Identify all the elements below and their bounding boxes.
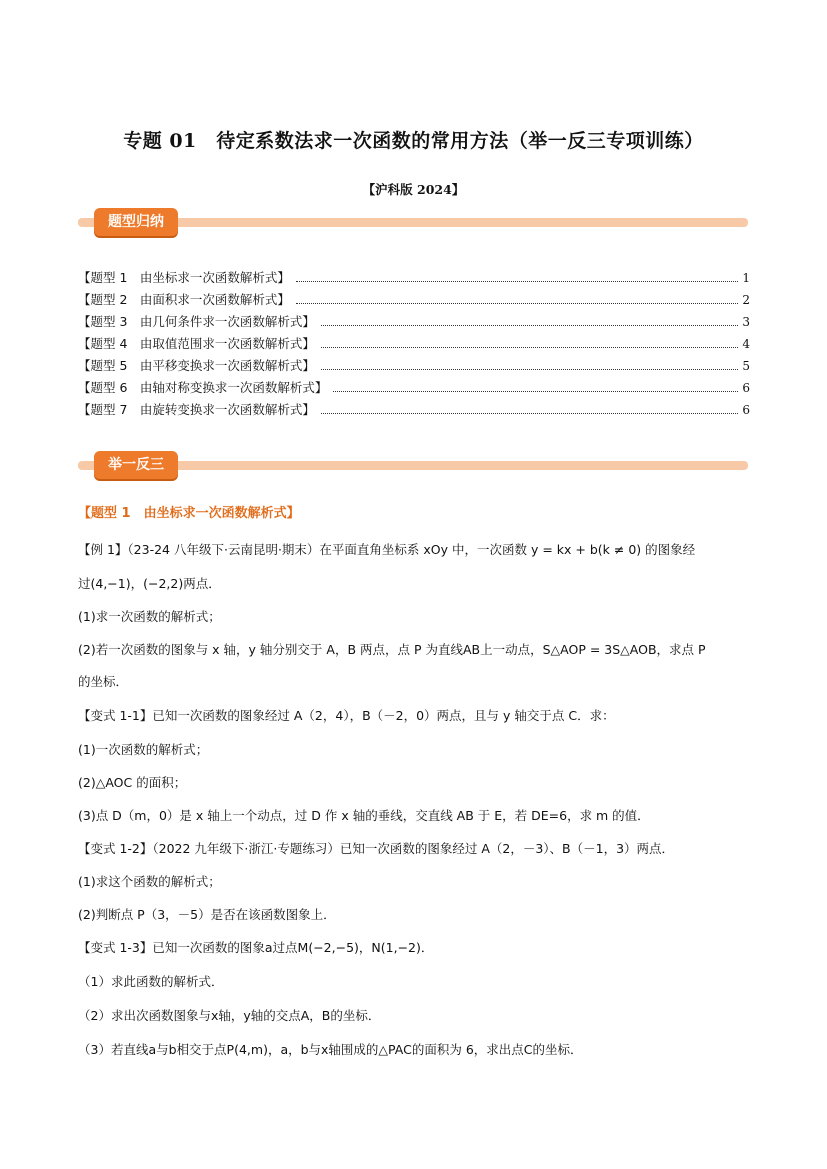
variant-1-3-part-1: （1）求此函数的解析式． xyxy=(78,974,224,989)
toc-item[interactable]: 【题型 4 由取值范围求一次函数解析式】 4 xyxy=(78,336,750,351)
example-1-text: 【例 1】（23-24 八年级下·云南昆明·期末）在平面直角坐标系 xOy 中，一次函数 y = kx + b(k ≠ 0) 的图象经 xyxy=(78,542,696,557)
question-type-heading: 【题型 1 由坐标求一次函数解析式】 xyxy=(78,506,300,521)
toc-item[interactable]: 【题型 6 由轴对称变换求一次函数解析式】 6 xyxy=(78,380,750,395)
variant-1-2-part-2: (2)判断点 P（3，－5）是否在该函数图象上． xyxy=(78,907,336,922)
toc-item[interactable]: 【题型 1 由坐标求一次函数解析式】 1 xyxy=(78,270,750,285)
variant-1-1-part-2: (2)△AOC 的面积； xyxy=(78,775,187,790)
toc-item[interactable]: 【题型 5 由平移变换求一次函数解析式】 5 xyxy=(78,358,750,373)
variant-1-3-text: 【变式 1-3】已知一次函数的图象a过点M(−2,−5)，N(1,−2)． xyxy=(78,940,434,955)
example-1-part-2: (2)若一次函数的图象与 x 轴，y 轴分别交于 A，B 两点，点 P 为直线AB上一动点，S△AOP = 3S△AOB，求点 P xyxy=(78,642,706,657)
variant-1-2-part-1: (1)求这个函数的解析式； xyxy=(78,874,221,889)
toc-item[interactable]: 【题型 2 由面积求一次函数解析式】 2 xyxy=(78,292,750,307)
example-1-text-cont: 过(4,−1)，(−2,2)两点． xyxy=(78,576,221,591)
section-bar-2 xyxy=(78,461,748,470)
edition-label: 【沪科版 2024】 xyxy=(362,182,465,197)
example-1-part-1: (1)求一次函数的解析式； xyxy=(78,609,221,624)
variant-1-1-part-3: (3)点 D（m，0）是 x 轴上一个动点，过 D 作 x 轴的垂线，交直线 AB 于 E，若 DE=6，求 m 的值． xyxy=(78,808,650,823)
page-title: 专题 01 待定系数法求一次函数的常用方法（举一反三专项训练） xyxy=(123,130,704,152)
toc-item[interactable]: 【题型 7 由旋转变换求一次函数解析式】 6 xyxy=(78,402,750,417)
table-of-contents xyxy=(78,268,750,422)
variant-1-1-text: 【变式 1-1】已知一次函数的图象经过 A（2，4），B（－2，0）两点，且与 y 轴交于点 C．求： xyxy=(78,708,615,723)
toc-item[interactable]: 【题型 3 由几何条件求一次函数解析式】 3 xyxy=(78,314,750,329)
section-bar-1 xyxy=(78,218,748,227)
variant-1-2-text: 【变式 1-2】（2022 九年级下·浙江·专题练习）已知一次函数的图象经过 A（2，－3）、B（－1，3）两点． xyxy=(78,841,675,856)
section-badge-2: 举一反三 xyxy=(94,451,178,479)
example-1-part-2-cont: 的坐标． xyxy=(78,674,129,689)
section-badge-1: 题型归纳 xyxy=(94,208,178,236)
variant-1-1-part-1: (1)一次函数的解析式； xyxy=(78,742,209,757)
variant-1-3-part-2: （2）求出次函数图象与x轴，y轴的交点A，B的坐标． xyxy=(78,1008,381,1023)
variant-1-3-part-3: （3）若直线a与b相交于点P(4,m)，a，b与x轴围成的△PAC的面积为 6，求出点C的坐标． xyxy=(78,1042,583,1057)
